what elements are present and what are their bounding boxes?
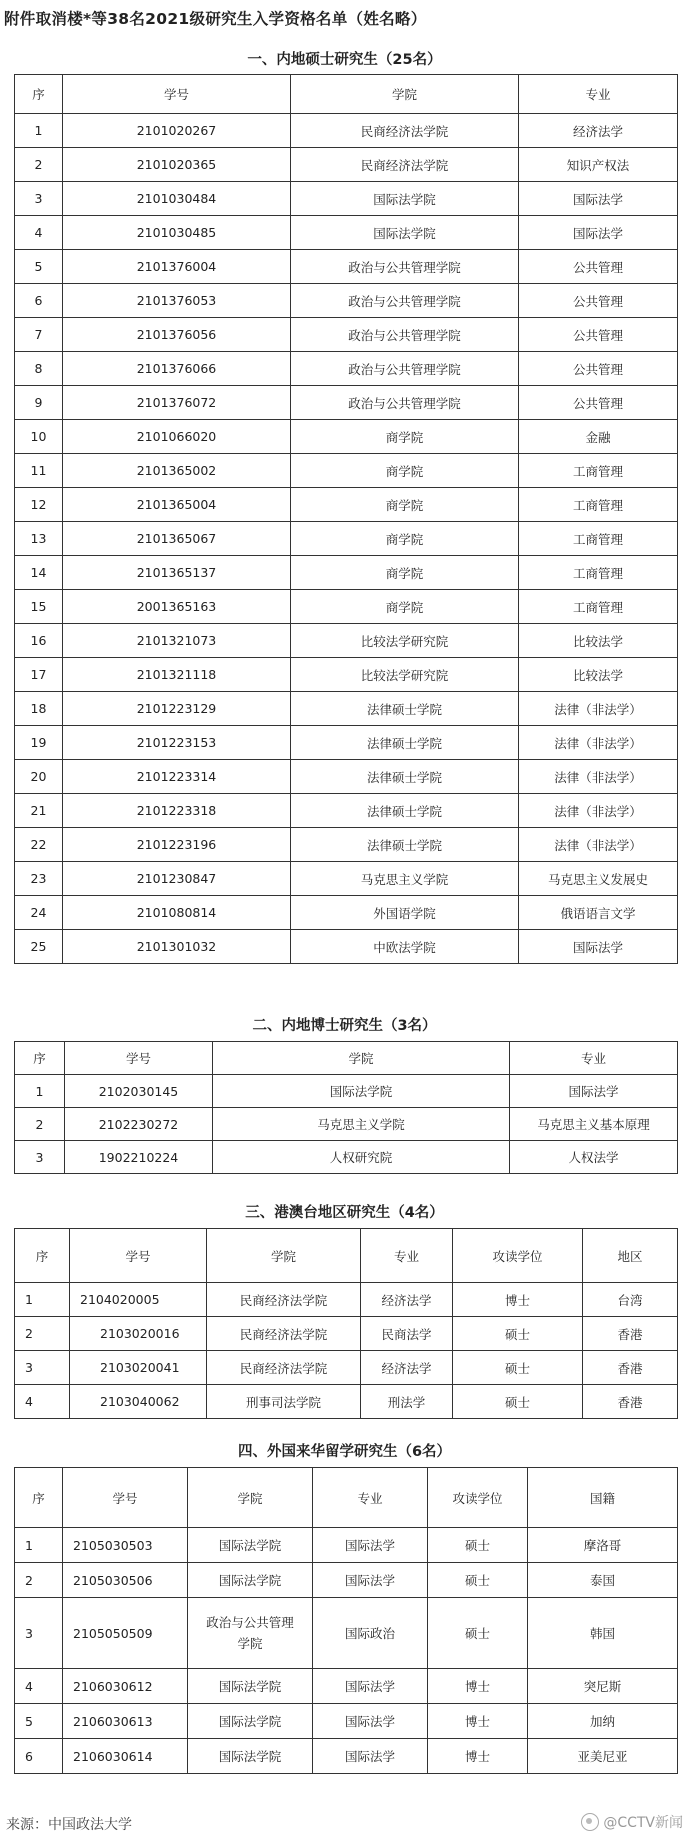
cell-major: 国际法学 — [313, 1739, 428, 1774]
cell-index: 4 — [15, 1385, 70, 1419]
table-row — [15, 726, 678, 760]
column-header-school: 学院 — [291, 75, 519, 114]
table-row — [15, 1385, 678, 1419]
cell-student-id: 2105050509 — [63, 1598, 188, 1669]
column-header-major: 专业 — [361, 1229, 453, 1283]
cell-student-id: 2101020267 — [63, 114, 291, 148]
cell-index: 20 — [15, 760, 63, 794]
table-row — [15, 318, 678, 352]
cell-index: 22 — [15, 828, 63, 862]
table-row — [15, 760, 678, 794]
cell-major: 国际法学 — [313, 1704, 428, 1739]
cell-nationality: 泰国 — [528, 1563, 678, 1598]
cell-student-id: 2101365137 — [63, 556, 291, 590]
cell-school: 民商经济法学院 — [207, 1317, 361, 1351]
cell-student-id: 2101376053 — [63, 284, 291, 318]
cell-student-id: 2101301032 — [63, 930, 291, 964]
cell-student-id: 2102030145 — [65, 1075, 213, 1108]
cell-student-id: 2101223196 — [63, 828, 291, 862]
cell-school: 法律硕士学院 — [291, 726, 519, 760]
table-row — [15, 1108, 678, 1141]
section-title-international: 四、外国来华留学研究生（6名） — [237, 1444, 452, 1460]
cell-school: 商学院 — [291, 454, 519, 488]
cell-major: 刑法学 — [361, 1385, 453, 1419]
cell-school: 民商经济法学院 — [207, 1283, 361, 1317]
cell-school: 政治与公共管理学院 — [291, 352, 519, 386]
table-row — [15, 1283, 678, 1317]
cell-major: 马克思主义基本原理 — [510, 1108, 678, 1141]
cell-major: 民商法学 — [361, 1317, 453, 1351]
cell-index: 23 — [15, 862, 63, 896]
cell-school: 商学院 — [291, 590, 519, 624]
cell-index: 5 — [15, 250, 63, 284]
source-note: 来源：中国政法大学 — [6, 1817, 132, 1833]
cell-school: 法律硕士学院 — [291, 760, 519, 794]
cell-major: 工商管理 — [519, 590, 678, 624]
cell-index: 1 — [15, 1528, 63, 1563]
cell-major: 经济法学 — [361, 1351, 453, 1385]
cell-student-id: 2106030614 — [63, 1739, 188, 1774]
cell-school: 商学院 — [291, 522, 519, 556]
cell-major: 工商管理 — [519, 488, 678, 522]
table-row — [15, 862, 678, 896]
table-row — [15, 1598, 678, 1669]
cell-index: 3 — [15, 182, 63, 216]
table-row — [15, 114, 678, 148]
cell-major: 公共管理 — [519, 318, 678, 352]
cell-index: 11 — [15, 454, 63, 488]
cell-index: 19 — [15, 726, 63, 760]
weibo-logo-icon — [581, 1813, 599, 1831]
table-row — [15, 352, 678, 386]
cell-student-id: 2101080814 — [63, 896, 291, 930]
cell-student-id: 2106030612 — [63, 1669, 188, 1704]
table-row — [15, 1141, 678, 1174]
table-hk-macao-taiwan — [14, 1228, 678, 1419]
column-header-region: 地区 — [583, 1229, 678, 1283]
cell-degree: 博士 — [428, 1739, 528, 1774]
table-row — [15, 250, 678, 284]
column-header-degree: 攻读学位 — [453, 1229, 583, 1283]
cell-school: 民商经济法学院 — [291, 148, 519, 182]
cell-degree: 硕士 — [453, 1385, 583, 1419]
table-row — [15, 522, 678, 556]
cell-degree: 硕士 — [428, 1563, 528, 1598]
cell-index: 10 — [15, 420, 63, 454]
cell-nationality: 突尼斯 — [528, 1669, 678, 1704]
column-header-school: 学院 — [207, 1229, 361, 1283]
cell-school: 政治与公共管理学院 — [291, 284, 519, 318]
table-row — [15, 624, 678, 658]
cell-student-id: 2101376056 — [63, 318, 291, 352]
cell-index: 15 — [15, 590, 63, 624]
column-header-major: 专业 — [519, 75, 678, 114]
table-row — [15, 454, 678, 488]
cell-major: 马克思主义发展史 — [519, 862, 678, 896]
cell-major: 知识产权法 — [519, 148, 678, 182]
cell-student-id: 2104020005 — [70, 1283, 207, 1317]
cell-school: 中欧法学院 — [291, 930, 519, 964]
cell-major: 公共管理 — [519, 250, 678, 284]
cell-index: 4 — [15, 216, 63, 250]
cell-student-id: 2101376072 — [63, 386, 291, 420]
cell-major: 公共管理 — [519, 284, 678, 318]
table-row — [15, 930, 678, 964]
column-header-index: 序 — [15, 1468, 63, 1528]
table-row — [15, 148, 678, 182]
cell-school: 民商经济法学院 — [207, 1351, 361, 1385]
cell-school: 民商经济法学院 — [291, 114, 519, 148]
cell-school: 法律硕士学院 — [291, 794, 519, 828]
watermark — [581, 1812, 683, 1832]
table-row — [15, 182, 678, 216]
cell-student-id: 2101020365 — [63, 148, 291, 182]
section-title-masters: 一、内地硕士研究生（25名） — [247, 52, 442, 68]
section-title-doctoral: 二、内地博士研究生（3名） — [252, 1018, 437, 1034]
cell-student-id: 2101365002 — [63, 454, 291, 488]
section-title-hk-macao-taiwan: 三、港澳台地区研究生（4名） — [245, 1205, 444, 1221]
table-row — [15, 794, 678, 828]
cell-student-id: 2101365004 — [63, 488, 291, 522]
column-header-student-id: 学号 — [63, 75, 291, 114]
cell-school: 政治与公共管理学院 — [291, 318, 519, 352]
cell-school: 法律硕士学院 — [291, 692, 519, 726]
column-header-student-id: 学号 — [70, 1229, 207, 1283]
cell-major: 俄语语言文学 — [519, 896, 678, 930]
cell-school: 国际法学院 — [188, 1739, 313, 1774]
table-row — [15, 556, 678, 590]
table-row — [15, 590, 678, 624]
cell-index: 6 — [15, 284, 63, 318]
cell-school: 外国语学院 — [291, 896, 519, 930]
cell-degree: 硕士 — [453, 1317, 583, 1351]
table-row — [15, 692, 678, 726]
cell-school: 政治与公共管理学院 — [188, 1598, 313, 1669]
cell-school: 法律硕士学院 — [291, 828, 519, 862]
cell-school: 国际法学院 — [188, 1704, 313, 1739]
cell-student-id: 2101376004 — [63, 250, 291, 284]
cell-school: 国际法学院 — [188, 1528, 313, 1563]
cell-major: 金融 — [519, 420, 678, 454]
cell-major: 经济法学 — [361, 1283, 453, 1317]
cell-school: 马克思主义学院 — [291, 862, 519, 896]
cell-major: 比较法学 — [519, 624, 678, 658]
cell-school: 国际法学院 — [188, 1669, 313, 1704]
cell-student-id: 2001365163 — [63, 590, 291, 624]
cell-major: 国际法学 — [313, 1669, 428, 1704]
cell-degree: 硕士 — [453, 1351, 583, 1385]
column-header-nationality: 国籍 — [528, 1468, 678, 1528]
cell-school: 国际法学院 — [188, 1563, 313, 1598]
cell-major: 经济法学 — [519, 114, 678, 148]
table-international — [14, 1467, 678, 1774]
cell-student-id: 2101030484 — [63, 182, 291, 216]
cell-major: 国际法学 — [313, 1528, 428, 1563]
cell-school: 国际法学院 — [291, 182, 519, 216]
cell-major: 比较法学 — [519, 658, 678, 692]
cell-index: 3 — [15, 1351, 70, 1385]
table-row — [15, 1563, 678, 1598]
cell-degree: 硕士 — [428, 1598, 528, 1669]
cell-school: 国际法学院 — [291, 216, 519, 250]
cell-school: 商学院 — [291, 420, 519, 454]
table-row — [15, 420, 678, 454]
cell-student-id: 2106030613 — [63, 1704, 188, 1739]
cell-region: 香港 — [583, 1351, 678, 1385]
table-row — [15, 896, 678, 930]
cell-student-id: 2102230272 — [65, 1108, 213, 1141]
cell-index: 13 — [15, 522, 63, 556]
cell-school: 国际法学院 — [213, 1075, 510, 1108]
table-row — [15, 1317, 678, 1351]
cell-student-id: 2103040062 — [70, 1385, 207, 1419]
column-header-school: 学院 — [213, 1042, 510, 1075]
cell-student-id: 2105030503 — [63, 1528, 188, 1563]
table-row — [15, 1351, 678, 1385]
cell-school: 商学院 — [291, 488, 519, 522]
cell-index: 25 — [15, 930, 63, 964]
cell-student-id: 2103020016 — [70, 1317, 207, 1351]
table-row — [15, 386, 678, 420]
table-row — [15, 828, 678, 862]
cell-index: 18 — [15, 692, 63, 726]
column-header-school: 学院 — [188, 1468, 313, 1528]
cell-student-id: 2101321073 — [63, 624, 291, 658]
cell-index: 3 — [15, 1141, 65, 1174]
cell-index: 1 — [15, 1075, 65, 1108]
cell-index: 6 — [15, 1739, 63, 1774]
cell-nationality: 加纳 — [528, 1704, 678, 1739]
cell-major: 国际法学 — [313, 1563, 428, 1598]
column-header-index: 序 — [15, 75, 63, 114]
cell-degree: 博士 — [428, 1669, 528, 1704]
cell-major: 国际政治 — [313, 1598, 428, 1669]
cell-nationality: 亚美尼亚 — [528, 1739, 678, 1774]
cell-index: 1 — [15, 114, 63, 148]
table-row — [15, 284, 678, 318]
cell-index: 14 — [15, 556, 63, 590]
cell-student-id: 2105030506 — [63, 1563, 188, 1598]
column-header-major: 专业 — [510, 1042, 678, 1075]
cell-school: 政治与公共管理学院 — [291, 250, 519, 284]
cell-index: 5 — [15, 1704, 63, 1739]
cell-major: 工商管理 — [519, 522, 678, 556]
table-row — [15, 1704, 678, 1739]
table-row — [15, 1075, 678, 1108]
cell-student-id: 2103020041 — [70, 1351, 207, 1385]
cell-index: 24 — [15, 896, 63, 930]
cell-student-id: 2101223129 — [63, 692, 291, 726]
cell-nationality: 摩洛哥 — [528, 1528, 678, 1563]
cell-index: 12 — [15, 488, 63, 522]
cell-index: 8 — [15, 352, 63, 386]
cell-school: 政治与公共管理学院 — [291, 386, 519, 420]
cell-index: 9 — [15, 386, 63, 420]
cell-major: 法律（非法学） — [519, 726, 678, 760]
cell-student-id: 2101223314 — [63, 760, 291, 794]
cell-index: 4 — [15, 1669, 63, 1704]
cell-student-id: 2101230847 — [63, 862, 291, 896]
table-masters — [14, 74, 678, 964]
cell-index: 2 — [15, 148, 63, 182]
cell-major: 国际法学 — [519, 216, 678, 250]
cell-school: 比较法学研究院 — [291, 658, 519, 692]
column-header-student-id: 学号 — [65, 1042, 213, 1075]
column-header-major: 专业 — [313, 1468, 428, 1528]
cell-major: 法律（非法学） — [519, 794, 678, 828]
watermark-text: @CCTV新闻 — [603, 1815, 683, 1831]
cell-major: 法律（非法学） — [519, 760, 678, 794]
cell-major: 公共管理 — [519, 352, 678, 386]
cell-student-id: 2101223318 — [63, 794, 291, 828]
cell-major: 国际法学 — [519, 182, 678, 216]
cell-region: 香港 — [583, 1385, 678, 1419]
cell-student-id: 2101066020 — [63, 420, 291, 454]
cell-index: 21 — [15, 794, 63, 828]
cell-region: 香港 — [583, 1317, 678, 1351]
table-row — [15, 216, 678, 250]
cell-degree: 硕士 — [428, 1528, 528, 1563]
cell-major: 国际法学 — [510, 1075, 678, 1108]
cell-major: 工商管理 — [519, 556, 678, 590]
cell-student-id: 2101365067 — [63, 522, 291, 556]
cell-degree: 博士 — [428, 1704, 528, 1739]
cell-school: 比较法学研究院 — [291, 624, 519, 658]
table-row — [15, 488, 678, 522]
page-title: 附件取消楼*等38名2021级研究生入学资格名单（姓名略） — [4, 10, 427, 28]
table-row — [15, 1739, 678, 1774]
cell-school: 刑事司法学院 — [207, 1385, 361, 1419]
column-header-index: 序 — [15, 1042, 65, 1075]
cell-school: 商学院 — [291, 556, 519, 590]
cell-index: 16 — [15, 624, 63, 658]
cell-student-id: 2101321118 — [63, 658, 291, 692]
cell-student-id: 2101030485 — [63, 216, 291, 250]
column-header-student-id: 学号 — [63, 1468, 188, 1528]
cell-index: 2 — [15, 1108, 65, 1141]
cell-school: 人权研究院 — [213, 1141, 510, 1174]
cell-student-id: 2101376066 — [63, 352, 291, 386]
table-row — [15, 1528, 678, 1563]
cell-major: 国际法学 — [519, 930, 678, 964]
cell-major: 公共管理 — [519, 386, 678, 420]
cell-index: 7 — [15, 318, 63, 352]
table-row — [15, 1669, 678, 1704]
cell-major: 法律（非法学） — [519, 692, 678, 726]
cell-degree: 博士 — [453, 1283, 583, 1317]
column-header-index: 序 — [15, 1229, 70, 1283]
cell-major: 工商管理 — [519, 454, 678, 488]
cell-student-id: 2101223153 — [63, 726, 291, 760]
cell-region: 台湾 — [583, 1283, 678, 1317]
cell-index: 2 — [15, 1563, 63, 1598]
cell-school: 马克思主义学院 — [213, 1108, 510, 1141]
cell-index: 1 — [15, 1283, 70, 1317]
cell-index: 2 — [15, 1317, 70, 1351]
cell-index: 3 — [15, 1598, 63, 1669]
cell-nationality: 韩国 — [528, 1598, 678, 1669]
cell-major: 人权法学 — [510, 1141, 678, 1174]
cell-index: 17 — [15, 658, 63, 692]
column-header-degree: 攻读学位 — [428, 1468, 528, 1528]
table-row — [15, 658, 678, 692]
cell-student-id: 1902210224 — [65, 1141, 213, 1174]
table-doctoral — [14, 1041, 678, 1174]
cell-major: 法律（非法学） — [519, 828, 678, 862]
